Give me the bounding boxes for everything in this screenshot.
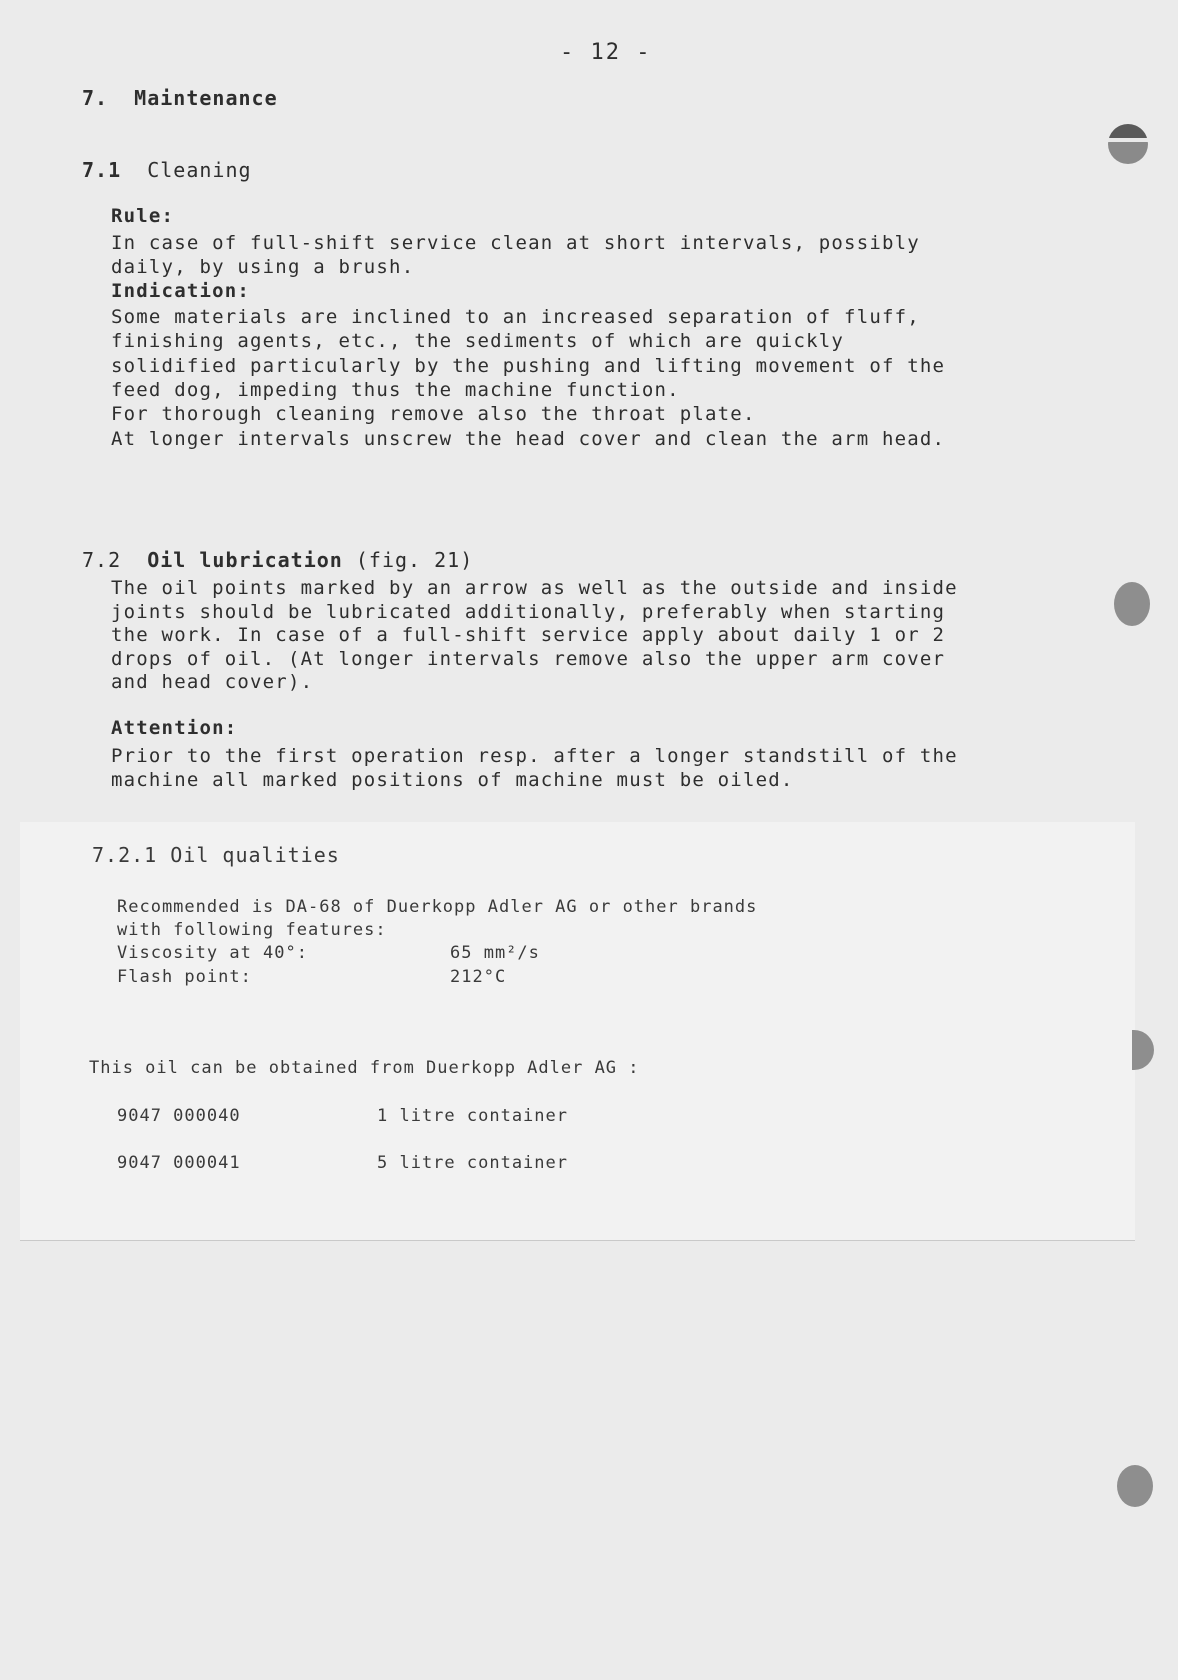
indication-line-4: feed dog, impeding thus the machine function. <box>111 379 680 401</box>
indication-line-3: solidified particularly by the pushing and lifting movement of the <box>111 355 946 377</box>
part-number-1: 9047 000040 <box>117 1106 241 1126</box>
section-title: Cleaning <box>147 158 252 182</box>
section-heading-oil-lubrication <box>82 548 473 572</box>
attention-line-2: machine all marked positions of machine must be oiled. <box>111 769 794 791</box>
indication-line-1: Some materials are inclined to an increased separation of fluff, <box>111 306 920 328</box>
section-number: 7.1 <box>82 158 122 182</box>
section-title: Oil lubrication <box>147 548 343 572</box>
indication-line-6: At longer intervals unscrew the head cover and clean the arm head. <box>111 428 946 450</box>
part-number-2: 9047 000041 <box>117 1153 241 1173</box>
oil-intro-line-2: with following features: <box>117 920 387 940</box>
part-description-1: 1 litre container <box>377 1106 568 1126</box>
rule-line-1: In case of full-shift service clean at short intervals, possibly <box>111 232 920 254</box>
binder-hole-top <box>1108 124 1148 164</box>
binder-hole-middle <box>1114 582 1150 626</box>
lubrication-line-1: The oil points marked by an arrow as well as the outside and inside <box>111 577 958 599</box>
subsection-heading-oil-qualities: 7.2.1 Oil qualities <box>92 843 340 867</box>
flash-point-label: Flash point: <box>117 967 252 987</box>
section-number: 7.2 <box>82 548 122 572</box>
oil-intro-line-1: Recommended is DA-68 of Duerkopp Adler AG or other brands <box>117 897 758 917</box>
viscosity-label: Viscosity at 40°: <box>117 943 308 963</box>
section-heading-maintenance: 7. Maintenance <box>82 86 278 110</box>
attention-line-1: Prior to the first operation resp. after a longer standstill of the <box>111 745 958 767</box>
lubrication-line-5: and head cover). <box>111 671 314 693</box>
binder-hole-lower <box>1132 1030 1154 1070</box>
indication-label: Indication: <box>111 280 251 302</box>
part-description-2: 5 litre container <box>377 1153 568 1173</box>
binder-hole-bottom <box>1117 1465 1153 1507</box>
section-heading-cleaning <box>82 158 252 182</box>
lubrication-line-2: joints should be lubricated additionally, preferably when starting <box>111 601 946 623</box>
supplier-note: This oil can be obtained from Duerkopp Adler AG : <box>89 1058 640 1078</box>
lubrication-line-3: the work. In case of a full-shift service apply about daily 1 or 2 <box>111 624 946 646</box>
flash-point-value: 212°C <box>450 967 507 987</box>
indication-line-2: finishing agents, etc., the sediments of which are quickly <box>111 330 845 352</box>
lubrication-line-4: drops of oil. (At longer intervals remove also the upper arm cover <box>111 648 946 670</box>
figure-reference: (fig. 21) <box>355 548 474 572</box>
viscosity-value: 65 mm²/s <box>450 943 540 963</box>
rule-label: Rule: <box>111 205 175 227</box>
rule-line-2: daily, by using a brush. <box>111 256 415 278</box>
oil-qualities-panel <box>20 822 1135 1241</box>
attention-label: Attention: <box>111 717 238 739</box>
indication-line-5: For thorough cleaning remove also the throat plate. <box>111 403 756 425</box>
page-number: - 12 - <box>560 40 652 65</box>
